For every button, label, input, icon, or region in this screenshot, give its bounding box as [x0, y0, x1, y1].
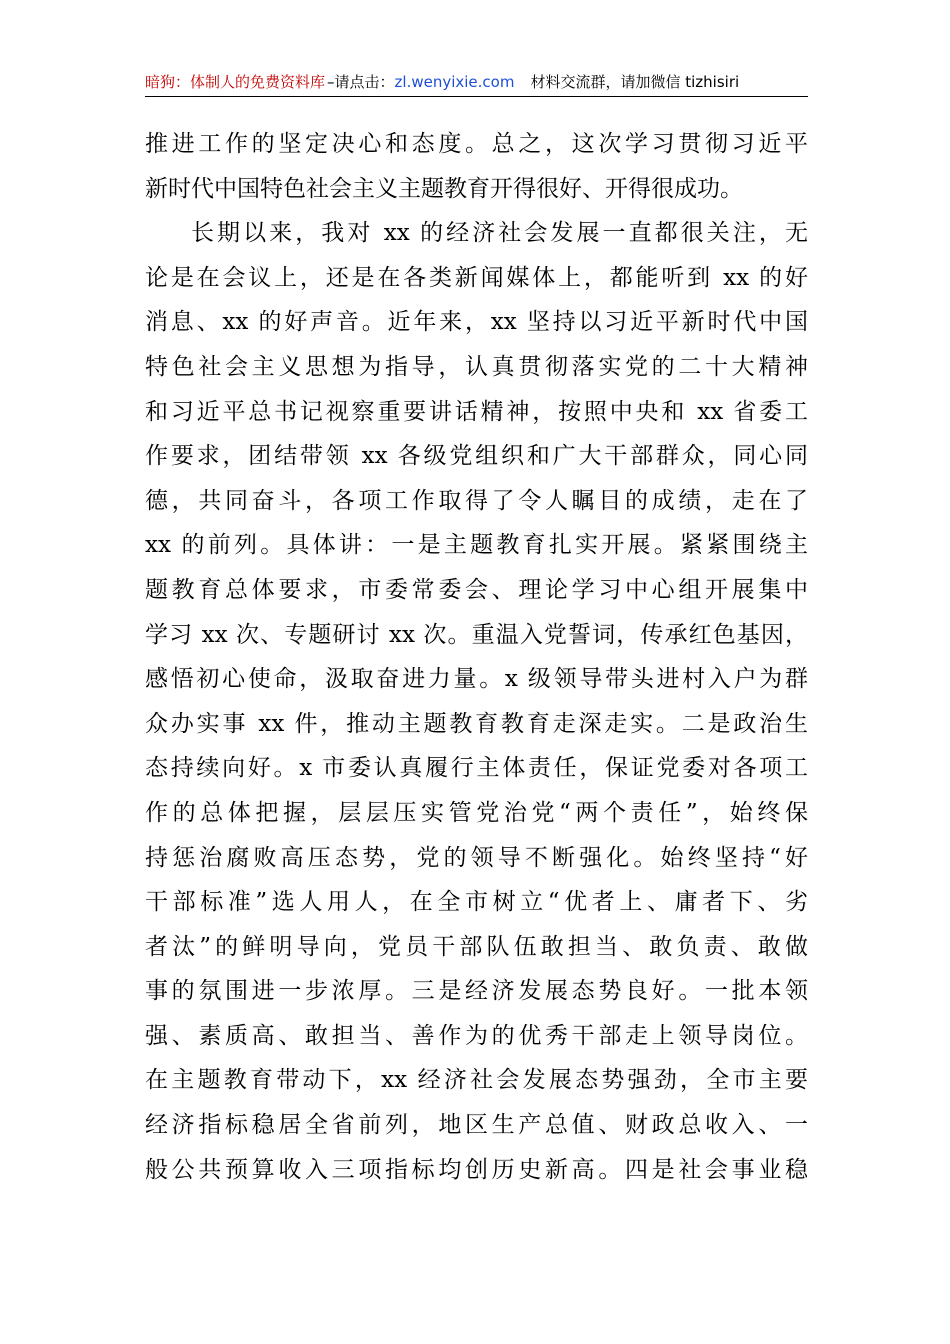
body-line: 学习 xx 次、专题研讨 xx 次。重温入党誓词，传承红色基因， — [145, 621, 808, 648]
header-group-text: 材料交流群，请加微信 tizhisiri — [530, 73, 740, 91]
body-line: 者汰”的鲜明导向，党员干部队伍敢担当、敢负责、敢做 — [145, 933, 808, 960]
body-line: 特色社会主义思想为指导，认真贯彻落实党的二十大精神 — [145, 353, 808, 380]
body-line: 推进工作的坚定决心和态度。总之，这次学习贯彻习近平 — [145, 131, 808, 157]
body-line: 态持续向好。x 市委认真履行主体责任，保证党委对各项工 — [145, 755, 808, 782]
body-line: xx 的前列。具体讲：一是主题教育扎实开展。紧紧围绕主 — [145, 532, 808, 559]
body-line: 题教育总体要求，市委常委会、理论学习中心组开展集中 — [145, 576, 808, 603]
header-divider — [145, 96, 808, 97]
body-line: 新时代中国特色社会主义主题教育开得很好、开得很成功。 — [145, 175, 743, 202]
body-line: 事的氛围进一步浓厚。三是经济发展态势良好。一批本领 — [145, 978, 808, 1005]
document-header — [145, 68, 808, 98]
header-promo-text: 暗狗：体制人的免费资料库 — [145, 73, 326, 91]
body-line: 干部标准”选人用人，在全市树立“优者上、庸者下、劣 — [145, 889, 808, 916]
body-line: 强、素质高、敢担当、善作为的优秀干部走上领导岗位。 — [145, 1022, 808, 1049]
body-line: 长期以来，我对 xx 的经济社会发展一直都很关注，无 — [191, 220, 808, 247]
body-line: 众办实事 xx 件，推动主题教育教育走深走实。二是政治生 — [145, 710, 808, 737]
header-click-prompt: –请点击： — [327, 73, 395, 91]
body-line: 般公共预算收入三项指标均创历史新高。四是社会事业稳 — [145, 1156, 808, 1183]
body-line: 德，共同奋斗，各项工作取得了令人瞩目的成绩，走在了 — [145, 487, 808, 514]
body-line: 论是在会议上，还是在各类新闻媒体上，都能听到 xx 的好 — [145, 264, 808, 291]
body-line: 和习近平总书记视察重要讲话精神，按照中央和 xx 省委工 — [145, 398, 808, 425]
body-line: 在主题教育带动下，xx 经济社会发展态势强劲，全市主要 — [145, 1067, 808, 1094]
body-line: 经济指标稳居全省前列，地区生产总值、财政总收入、一 — [145, 1112, 808, 1139]
header-url-link[interactable]: zl.wenyixie.com — [394, 73, 515, 91]
body-line: 持惩治腐败高压态势，党的领导不断强化。始终坚持“好 — [145, 844, 808, 871]
body-line: 作要求，团结带领 xx 各级党组织和广大干部群众，同心同 — [145, 443, 808, 470]
body-line: 感悟初心使命，汲取奋进力量。x 级领导带头进村入户为群 — [145, 666, 808, 693]
body-line: 作的总体把握，层层压实管党治党“两个责任”，始终保 — [145, 799, 808, 826]
body-line: 消息、xx 的好声音。近年来，xx 坚持以习近平新时代中国 — [145, 309, 808, 336]
document-body — [145, 122, 808, 1192]
